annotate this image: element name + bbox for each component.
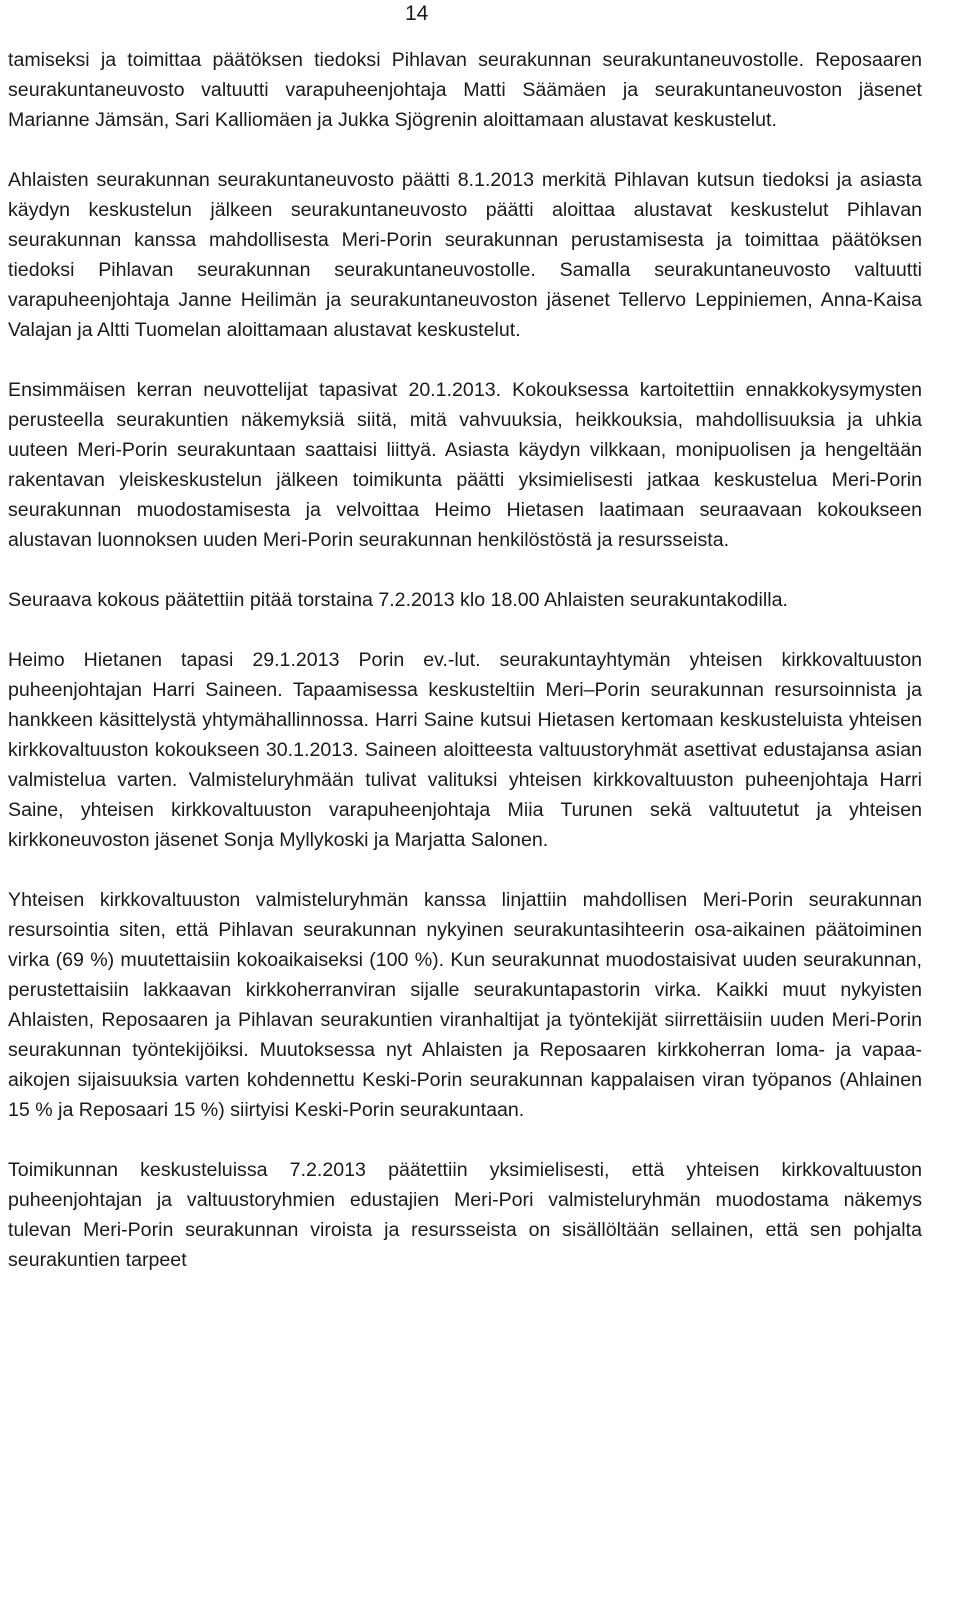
paragraph-4: Seuraava kokous päätettiin pitää torstaina 7.2.2013 klo 18.00 Ahlaisten seurakuntakodilla. [8,589,788,611]
page-number: 14 [405,2,429,25]
paragraph-1: tamiseksi ja toimittaa päätöksen tiedoksi Pihlavan seurakunnan seurakuntaneuvostolle. Reposaaren seurakuntaneuvosto valtuutti varapuheenjohtaja Matti Säämäen ja seurakuntaneuvoston jäsenet Marianne Jämsän, Sari Kalliomäen ja Jukka Sjögrenin aloittamaan alustavat keskustelut. [8,49,922,131]
paragraph-6: Yhteisen kirkkovaltuuston valmisteluryhmän kanssa linjattiin mahdollisen Meri-Porin seurakunnan resursointia siten, että Pihlavan seurakunnan nykyinen seurakuntasihteerin osa-aikainen päätoiminen virka (69 %) muutettaisiin kokoaikaiseksi (100 %). Kun seurakunnat muodostaisivat uuden seurakunnan, perustettaisiin lakkaavan kirkkoherranviran sijalle seurakuntapastorin virka. Kaikki muut nykyisten Ahlaisten, Reposaaren ja Pihlavan seurakuntien viranhaltijat ja työntekijät siirrettäisiin uuden Meri-Porin seurakunnan työntekijöiksi. Muutoksessa nyt Ahlaisten ja Reposaaren kirkkoherran loma- ja vapaa-aikojen sijaisuuksia varten kohdennettu Keski-Porin seurakunnan kappalaisen viran työpanos (Ahlainen 15 % ja Reposaari 15 %) siirtyisi Keski-Porin seurakuntaan. [8,889,922,1121]
document-body [8,45,922,1305]
paragraph-3: Ensimmäisen kerran neuvottelijat tapasivat 20.1.2013. Kokouksessa kartoitettiin ennakkokysymysten perusteella seurakuntien näkemyksiä siitä, mitä vahvuuksia, heikkouksia, mahdollisuuksia ja uhkia uuteen Meri-Porin seurakuntaan saattaisi liittyä. Asiasta käydyn vilkkaan, monipuolisen ja hengeltään rakentavan yleiskeskustelun jälkeen toimikunta päätti yksimielisesti jatkaa keskustelua Meri-Porin seurakunnan muodostamisesta ja velvoittaa Heimo Hietasen laatimaan seuraavaan kokoukseen alustavan luonnoksen uuden Meri-Porin seurakunnan henkilöstöstä ja resursseista. [8,379,922,551]
paragraph-5: Heimo Hietanen tapasi 29.1.2013 Porin ev.-lut. seurakuntayhtymän yhteisen kirkkovaltuuston puheenjohtajan Harri Saineen. Tapaamisessa keskusteltiin Meri–Porin seurakunnan resursoinnista ja hankkeen käsittelystä yhtymähallinnossa. Harri Saine kutsui Hietasen kertomaan keskusteluista yhteisen kirkkovaltuuston kokoukseen 30.1.2013. Saineen aloitteesta valtuustoryhmät asettivat edustajansa asian valmistelua varten. Valmisteluryhmään tulivat valituksi yhteisen kirkkovaltuuston puheenjohtaja Harri Saine, yhteisen kirkkovaltuuston varapuheenjohtaja Miia Turunen sekä valtuutetut ja yhteisen kirkkoneuvoston jäsenet Sonja Myllykoski ja Marjatta Salonen. [8,649,922,851]
paragraph-7: Toimikunnan keskusteluissa 7.2.2013 päätettiin yksimielisesti, että yhteisen kirkkovaltuuston puheenjohtajan ja valtuustoryhmien edustajien Meri-Pori valmisteluryhmän muodostama näkemys tulevan Meri-Porin seurakunnan viroista ja resursseista on sisällöltään sellainen, että sen pohjalta seurakuntien tarpeet [8,1159,922,1271]
paragraph-2: Ahlaisten seurakunnan seurakuntaneuvosto päätti 8.1.2013 merkitä Pihlavan kutsun tiedoksi ja asiasta käydyn keskustelun jälkeen seurakuntaneuvosto päätti aloittaa alustavat keskustelut Pihlavan seurakunnan kanssa mahdollisesta Meri-Porin seurakunnan perustamisesta ja toimittaa päätöksen tiedoksi Pihlavan seurakunnan seurakuntaneuvostolle. Samalla seurakuntaneuvosto valtuutti varapuheenjohtaja Janne Heilimän ja seurakuntaneuvoston jäsenet Tellervo Leppiniemen, Anna-Kaisa Valajan ja Altti Tuomelan aloittamaan alustavat keskustelut. [8,169,922,341]
